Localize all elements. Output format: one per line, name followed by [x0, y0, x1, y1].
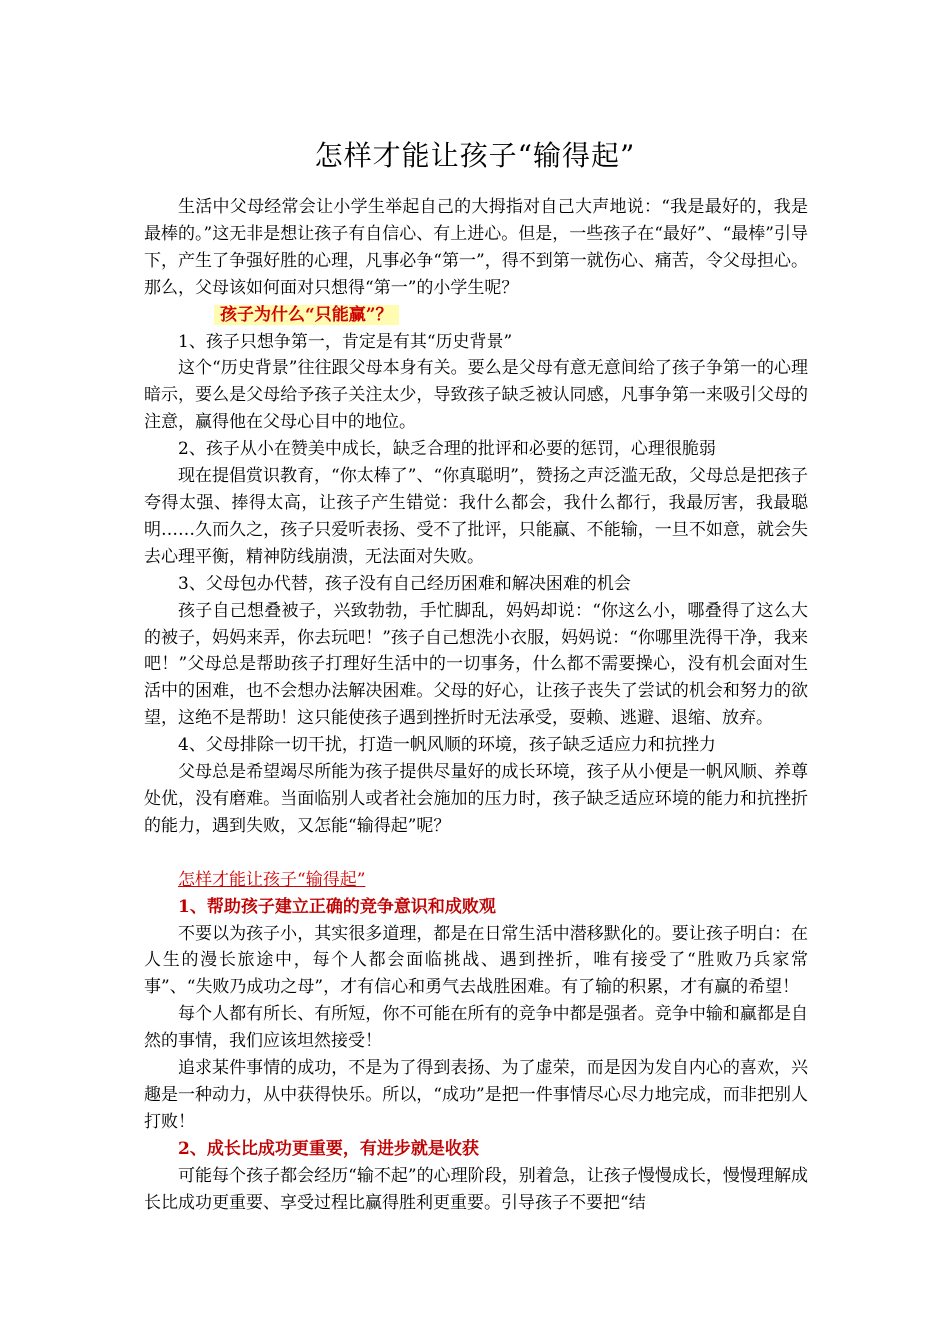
section2-point1-para2: 每个人都有所长、有所短，你不可能在所有的竞争中都是强者。竞争中输和赢都是自然的事情，我们应该坦然接受！	[144, 1004, 808, 1052]
section2-point1-para3: 追求某件事情的成功，不是为了得到表扬、为了虚荣，而是因为发自内心的喜欢，兴趣是一种动力，从中获得快乐。所以，“成功”是把一件事情尽心尽力地完成，而非把别人打败！	[144, 1058, 808, 1132]
section2-point1-title: 1、帮助孩子建立正确的竞争意识和成败观	[178, 896, 496, 917]
intro-paragraph: 生活中父母经常会让小学生举起自己的大拇指对自己大声地说：“我是最好的，我是最棒的。”这无非是想让孩子有自信心、有上进心。但是，一些孩子在“最好”、“最棒”引导下，产生了争强好胜的心理，凡事必争“第一”，得不到第一就伤心、痛苦，令父母担心。那么，父母该如何面对只想得“第一”的小学生呢？	[144, 197, 808, 298]
section1-point1-body: 这个“历史背景”往往跟父母本身有关。要么是父母有意无意间给了孩子争第一的心理暗示，要么是父母给予孩子关注太少，导致孩子缺乏被认同感，凡事争第一来吸引父母的注意，赢得他在父母心目中的地位。	[144, 358, 808, 433]
section1-point4-title: 4、父母排除一切干扰，打造一帆风顺的环境，孩子缺乏适应力和抗挫力	[178, 735, 716, 756]
section1-heading-text: 孩子为什么“只能赢”？	[214, 305, 399, 325]
section-gap	[144, 840, 808, 867]
section2-point2-title: 2、成长比成功更重要，有进步就是收获	[178, 1138, 479, 1159]
section2-heading: 怎样才能让孩子“输得起”	[178, 869, 366, 890]
section1-point2-title: 2、孩子从小在赞美中成长，缺乏合理的批评和必要的惩罚，心理很脆弱	[178, 439, 716, 460]
document-body	[144, 194, 808, 1217]
section1-point4-body: 父母总是希望竭尽所能为孩子提供尽量好的成长环境，孩子从小便是一帆风顺、养尊处优，没有磨难。当面临别人或者社会施加的压力时，孩子缺乏适应环境的能力和抗挫折的能力，遇到失败，又怎能“输得起”呢？	[144, 762, 808, 836]
document-title: 怎样才能让孩子“输得起”	[314, 139, 636, 172]
section1-point3-title: 3、父母包办代替，孩子没有自己经历困难和解决困难的机会	[178, 573, 631, 594]
section2-point2-para1: 可能每个孩子都会经历“输不起”的心理阶段，别着急，让孩子慢慢成长，慢慢理解成长比成功更重要、享受过程比赢得胜利更重要。引导孩子不要把“结	[144, 1165, 808, 1213]
section2-point1-para1: 不要以为孩子小，其实很多道理，都是在日常生活中潜移默化的。要让孩子明白：在人生的漫长旅途中，每个人都会面临挑战、遇到挫折，唯有接受了“胜败乃兵家常事”、“失败乃成功之母”，才有信心和勇气去战胜困难。有了输的积累，才有赢的希望！	[144, 923, 808, 998]
section1-point2-body: 现在提倡赏识教育，“你太棒了”、“你真聪明”，赞扬之声泛滥无敌，父母总是把孩子夸得太强、捧得太高，让孩子产生错觉：我什么都会，我什么都行，我最厉害，我最聪明……久而久之，孩子只爱听表扬、受不了批评，只能赢、不能输，一旦不如意，就会失去心理平衡，精神防线崩溃，无法面对失败。	[144, 466, 808, 567]
section1-point1-title: 1、孩子只想争第一，肯定是有其“历史背景”	[178, 331, 513, 352]
section1-point3-body: 孩子自己想叠被子，兴致勃勃，手忙脚乱，妈妈却说：“你这么小，哪叠得了这么大的被子，妈妈来弄，你去玩吧！”孩子自己想洗小衣服，妈妈说：“你哪里洗得干净，我来吧！”父母总是帮助孩子打理好生活中的一切事务，什么都不需要操心，没有机会面对生活中的困难，也不会想办法解决困难。父母的好心，让孩子丧失了尝试的机会和努力的欲望，这绝不是帮助！这只能使孩子遇到挫折时无法承受，耍赖、逃避、退缩、放弃。	[144, 600, 808, 729]
section1-heading	[144, 302, 808, 329]
